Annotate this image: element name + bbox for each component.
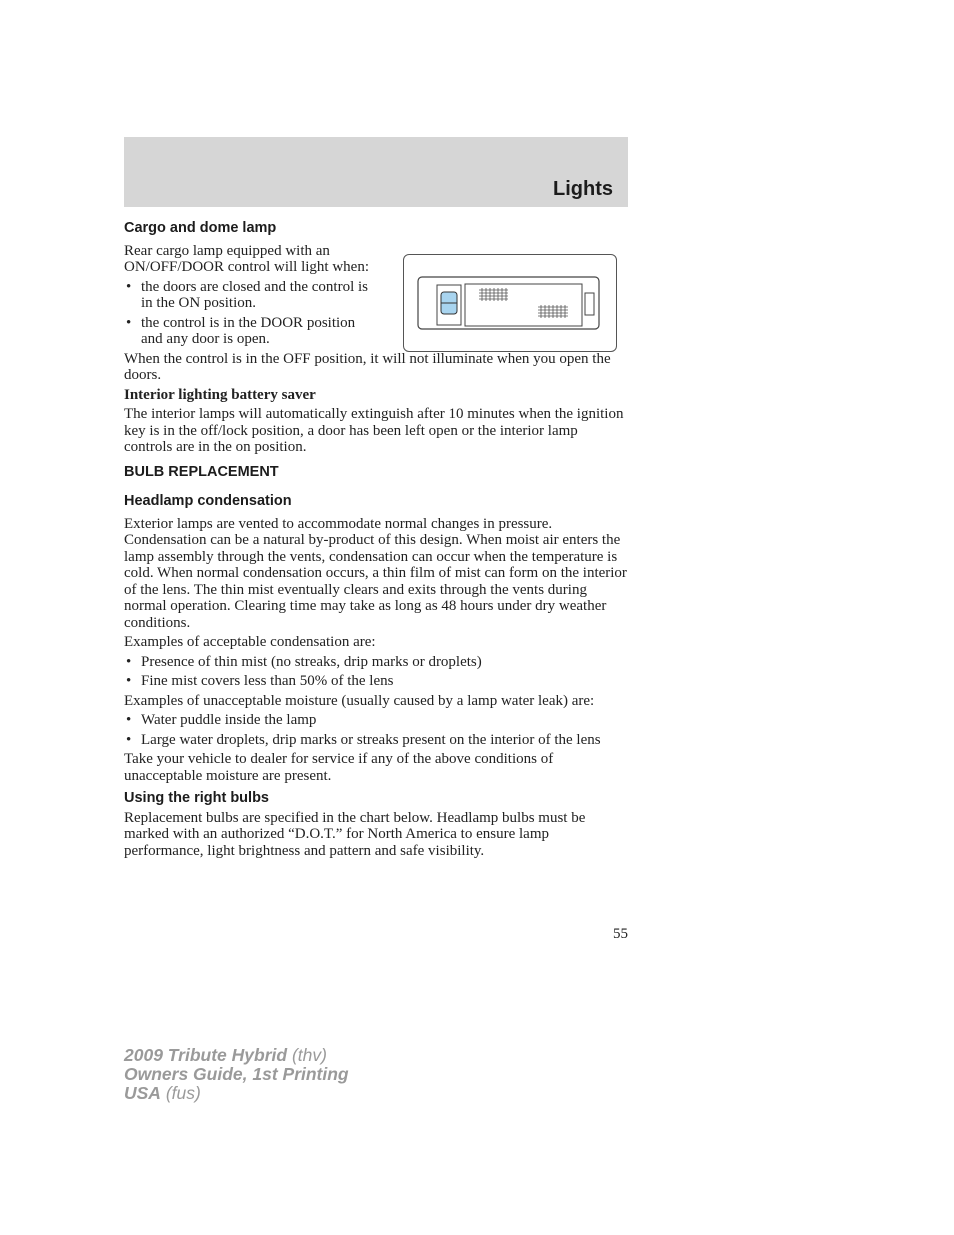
section-title: Lights xyxy=(553,178,613,200)
battery-saver-heading: Interior lighting battery saver xyxy=(124,386,316,403)
section-header-band xyxy=(124,137,628,207)
right-bulbs-heading: Using the right bulbs xyxy=(124,790,269,806)
footer-line-3 xyxy=(124,1084,349,1103)
acceptable-intro: Examples of acceptable condensation are: xyxy=(124,634,376,650)
footer-market-code: (fus) xyxy=(165,1083,201,1103)
document-footer xyxy=(124,1046,349,1103)
footer-market: USA xyxy=(124,1083,161,1103)
unacceptable-list xyxy=(124,712,628,748)
cargo-dome-lamp-heading: Cargo and dome lamp xyxy=(124,220,277,236)
battery-saver-text: The interior lamps will automatically extinguish after 10 minutes when the ignition key is in the off/lock position, a door has been left open or the interior lamp controls are in the on position. xyxy=(124,406,624,455)
list-item: • the control is in the DOOR position and any door is open. xyxy=(124,315,369,348)
page-number: 55 xyxy=(613,926,628,942)
list-item: • Presence of thin mist (no streaks, drip marks or droplets) xyxy=(124,654,628,671)
list-item: • Fine mist covers less than 50% of the lens xyxy=(124,673,628,690)
cargo-lamp-intro: Rear cargo lamp equipped with an ON/OFF/DOOR control will light when: xyxy=(124,242,370,275)
list-item: • the doors are closed and the control is in the ON position. xyxy=(124,279,369,312)
acceptable-list xyxy=(124,654,628,690)
footer-line-2 xyxy=(124,1065,349,1084)
right-bulbs-text: Replacement bulbs are specified in the chart below. Headlamp bulbs must be marked with an authorized “D.O.T.” for North America to ensure lamp performance, light brightness and pattern and safe visibility. xyxy=(124,809,586,859)
list-item: • Large water droplets, drip marks or streaks present on the interior of the lens xyxy=(124,732,628,749)
condensation-text: Exterior lamps are vented to accommodate normal changes in pressure. Condensation can be a natural by-product of this design. When moist air enters the lamp assembly through the vents, condensation can occur when the temperature is cold. When normal condensation occurs, a thin film of mist can form on the interior of the lens. The thin mist eventually clears and exits through the vents during normal operation. Clearing time may take as long as 48 hours under dry weather conditions. xyxy=(124,515,627,631)
footer-line-1 xyxy=(124,1046,349,1065)
bulb-replacement-heading: BULB REPLACEMENT xyxy=(124,463,279,480)
cargo-lamp-conditions-list xyxy=(124,279,369,348)
footer-guide: Owners Guide, 1st Printing xyxy=(124,1064,349,1084)
cargo-lamp-off-text: When the control is in the OFF position, it will not illuminate when you open the doors. xyxy=(124,350,611,383)
list-item: • Water puddle inside the lamp xyxy=(124,712,628,729)
headlamp-condensation-heading: Headlamp condensation xyxy=(124,493,292,509)
page-content xyxy=(124,220,628,862)
dealer-service-text: Take your vehicle to dealer for service if any of the above conditions of unacceptable moisture are present. xyxy=(124,751,554,784)
footer-model-code: (thv) xyxy=(291,1045,327,1065)
unacceptable-intro: Examples of unacceptable moisture (usually caused by a lamp water leak) are: xyxy=(124,692,595,709)
footer-model: 2009 Tribute Hybrid xyxy=(124,1045,288,1065)
